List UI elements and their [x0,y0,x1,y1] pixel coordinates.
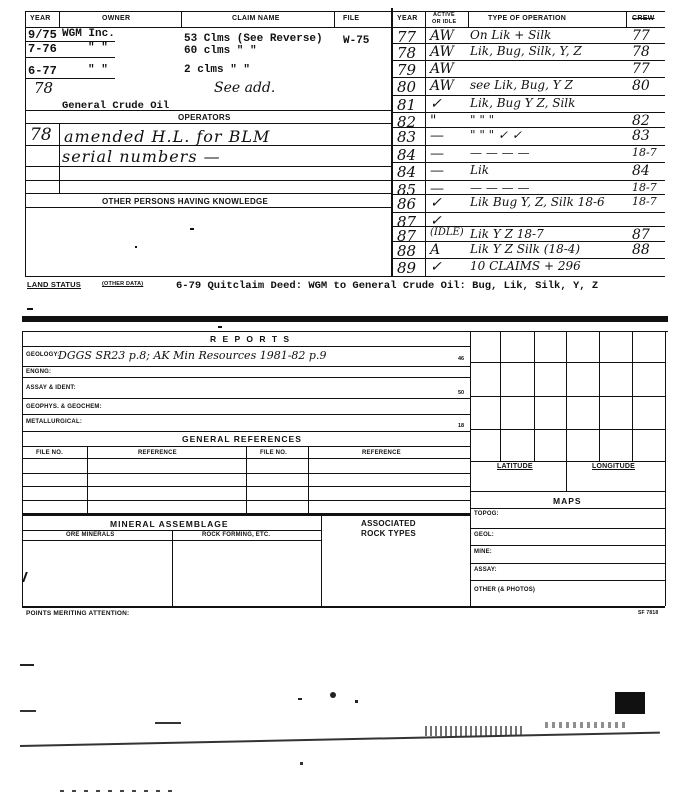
geology-value: DGGS SR23 p.8; AK Min Resources 1981-82 p.9 [58,349,327,362]
ref-reference-header: REFERENCE [138,450,177,456]
scan-mark [218,326,222,328]
engng-label: ENGNG: [26,369,52,375]
activity-year: 77 [397,28,417,46]
activity-status: ✓ [430,195,442,211]
report-num: 50 [458,390,465,396]
activity-year: 79 [397,61,417,79]
activity-operation: Lik Y Z 18-7 [470,227,544,241]
activity-header-type: TYPE OF OPERATION [488,15,567,22]
activity-year: 81 [397,96,417,114]
other-persons-title: OTHER PERSONS HAVING KNOWLEDGE [102,197,269,206]
activity-crew: 83 [632,128,650,144]
rock-forming-header: ROCK FORMING, ETC. [202,532,271,538]
activity-crew: 87 [632,227,650,243]
header-owner: OWNER [102,15,131,22]
maps-mine-label: MINE: [474,549,492,555]
activity-crew: 84 [632,163,650,179]
operator-line-2: serial numbers — [62,147,221,166]
assay-label: ASSAY & IDENT: [26,385,76,391]
activity-year: 87 [397,213,417,231]
header-claim-name: CLAIM NAME [232,15,280,22]
activity-crew: 77 [632,61,650,77]
claim-file: W-75 [343,35,370,47]
claim-owner: " " [88,42,108,54]
activity-header-crew: CREW [632,15,655,22]
activity-operation: Lik, Bug, Silk, Y, Z [470,44,582,58]
header-file: FILE [343,15,360,22]
ref-file-no-header: FILE NO. [36,450,63,456]
claim-year: 9/75 [28,28,57,42]
claim-owner: " " [88,64,108,76]
geology-label: GEOLOGY: [26,352,60,358]
claim-year: 7-76 [28,42,57,56]
rock-types-label: ROCK TYPES [361,529,417,538]
activity-status: — [430,181,444,197]
maps-geol-label: GEOL: [474,532,494,538]
activity-crew: 88 [632,242,650,258]
activity-status: ✓ [430,213,442,229]
activity-operation: — — — — [470,146,530,160]
reports-title: R E P O R T S [210,334,292,344]
activity-operation: see Lik, Bug, Y Z [470,78,573,92]
claim-owner: General Crude Oil [62,100,170,112]
activity-header-active: ACTIVE [433,12,455,18]
scan-mark [22,572,33,582]
maps-title: MAPS [553,496,582,506]
activity-header-year: YEAR [397,15,418,22]
activity-status: AW [430,61,454,77]
activity-status: ✓ [430,259,442,275]
land-status-label: LAND STATUS [27,280,82,289]
activity-operation: 10 CLAIMS + 296 [470,259,581,273]
longitude-label: LONGITUDE [592,463,636,470]
activity-status: AW [430,44,454,60]
ref-file-no-header: FILE NO. [260,450,287,456]
activity-operation: Lik, Bug Y Z, Silk [470,96,576,110]
activity-year: 88 [397,242,417,260]
general-references-title: GENERAL REFERENCES [182,434,302,444]
land-status-text: 6-79 Quitclaim Deed: WGM to General Crude Oil: Bug, Lik, Silk, Y, Z [176,280,599,292]
activity-status: (IDLE) [430,227,464,238]
claim-year: 6-77 [28,64,57,78]
dot-mark [190,228,194,230]
claim-owner: WGM Inc. [62,28,115,40]
activity-year: 85 [397,181,417,199]
operator-year: 78 [30,125,52,145]
activity-crew: 82 [632,113,650,129]
claim-name: 2 clms " " [184,64,251,76]
maps-assay-label: ASSAY: [474,567,497,573]
activity-year: 82 [397,113,417,131]
activity-operation: " " " [470,113,495,127]
activity-year: 86 [397,195,417,213]
report-num: 18 [458,423,465,429]
activity-crew: 78 [632,44,650,60]
metallurgical-label: METALLURGICAL: [26,419,83,425]
activity-crew: 18-7 [632,181,657,194]
form-number: SF 7818 [638,610,659,616]
activity-operation: — — — — [470,181,530,195]
activity-status: — [430,128,444,144]
operators-title: OPERATORS [178,113,231,122]
mineral-assemblage-title: MINERAL ASSEMBLAGE [110,519,229,529]
activity-year: 83 [397,128,417,146]
activity-year: 87 [397,227,417,245]
points-meriting-attention: POINTS MERITING ATTENTION: [26,610,130,617]
activity-status: ✓ [430,96,442,112]
activity-status: — [430,163,444,179]
activity-year: 84 [397,146,417,164]
activity-status: " [430,113,437,129]
geophys-label: GEOPHYS. & GEOCHEM: [26,404,102,410]
activity-status: AW [430,78,454,94]
activity-year: 78 [397,44,417,62]
ref-reference-header: REFERENCE [362,450,401,456]
activity-operation: Lik Bug Y, Z, Silk 18-6 [470,195,605,209]
activity-operation: " " " ✓ ✓ [470,128,522,142]
activity-crew: 18-7 [632,195,657,208]
activity-year: 89 [397,259,417,277]
dot-mark [135,246,137,248]
activity-status: A [430,242,441,258]
claim-name: 53 Clms (See Reverse) [184,33,323,45]
activity-crew: 18-7 [632,146,657,159]
ore-minerals-header: ORE MINERALS [66,532,115,538]
activity-operation: On Lik + Silk [470,28,552,42]
latitude-label: LATITUDE [497,463,533,470]
activity-operation: Lik Y Z Silk (18-4) [470,242,581,256]
activity-crew: 80 [632,78,650,94]
claim-year: 78 [34,79,54,97]
activity-status: — [430,146,444,162]
scan-mark [27,308,33,310]
operator-line-1: amended H.L. for BLM [64,127,271,146]
activity-header-or-idle: OR IDLE [432,19,457,25]
activity-status: AW [430,28,454,44]
claim-name: 60 clms " " [184,45,257,57]
activity-operation: Lik [470,163,490,177]
maps-other-label: OTHER (& PHOTOS) [474,587,536,593]
activity-crew: 77 [632,28,650,44]
land-status-sub: (OTHER DATA) [102,281,144,287]
maps-topog-label: TOPOG: [474,511,499,517]
report-num: 46 [458,356,465,362]
activity-year: 84 [397,163,417,181]
header-year: YEAR [30,15,51,22]
claim-name: See add. [214,80,276,96]
activity-year: 80 [397,78,417,96]
associated-label: ASSOCIATED [361,519,416,528]
